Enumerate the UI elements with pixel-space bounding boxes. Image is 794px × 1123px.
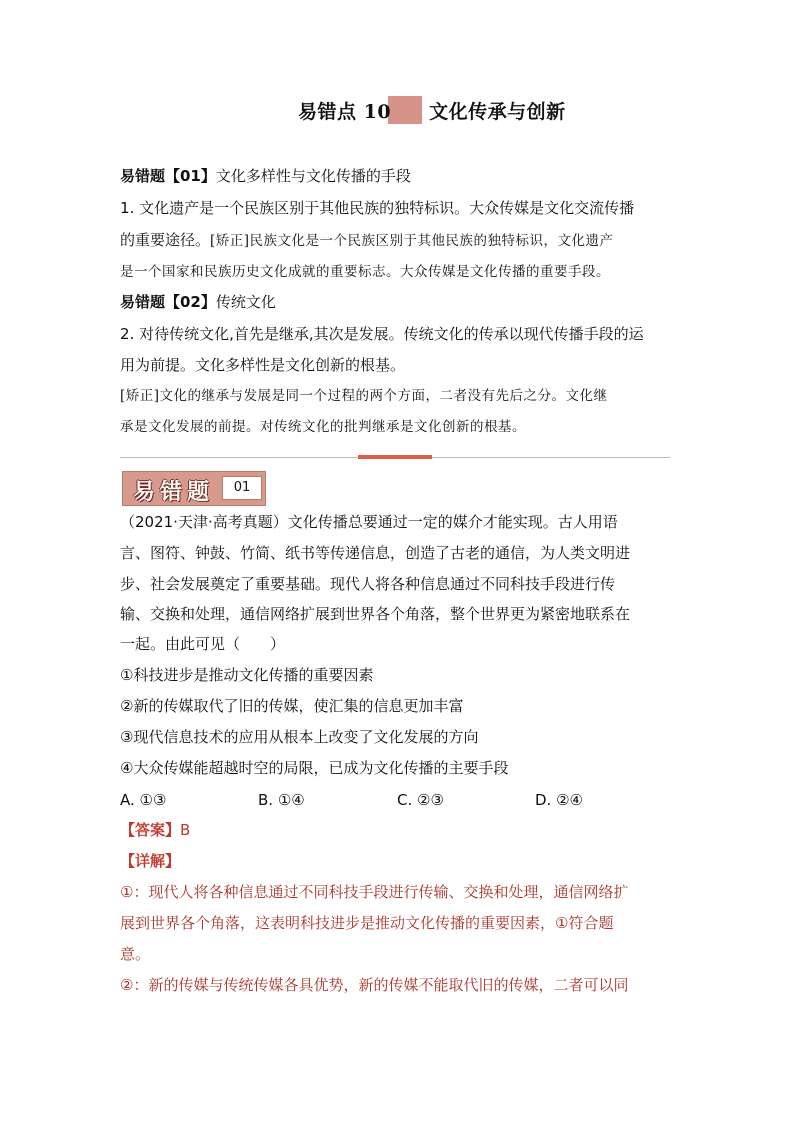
detail-line4: ②：新的传媒与传统传媒各具优势，新的传媒不能取代旧的传媒，二者可以同 bbox=[120, 976, 629, 994]
choice-b: B. ①④ bbox=[258, 791, 305, 809]
summary-1-statement-line2 bbox=[120, 230, 614, 251]
statement-option-2: ②新的传媒取代了旧的传媒，使汇集的信息更加丰富 bbox=[120, 697, 464, 715]
answer-value: B bbox=[180, 821, 191, 839]
detail-label: 【详解】 bbox=[120, 852, 181, 870]
choice-d: D. ②④ bbox=[535, 791, 583, 809]
question-stem-line3: 步、社会发展奠定了重要基础。现代人将各种信息通过不同科技手段进行传 bbox=[120, 575, 616, 593]
section-divider-accent bbox=[358, 455, 432, 459]
question-badge-number: 01 bbox=[222, 476, 262, 500]
summary-heading-1-text: 文化多样性与文化传播的手段 bbox=[215, 167, 411, 185]
summary-1-correction-line2: 是一个国家和民族历史文化成就的重要标志。大众传媒是文化传播的重要手段。 bbox=[120, 264, 610, 280]
detail-line3: 意。 bbox=[120, 945, 151, 963]
question-badge-title: 易错题 bbox=[133, 479, 215, 505]
question-stem-line5: 一起。由此可见（ ） bbox=[120, 635, 286, 653]
question-stem-line1: （2021·天津·高考真题）文化传播总要通过一定的媒介才能实现。古人用语 bbox=[120, 513, 618, 531]
page-title bbox=[298, 97, 566, 124]
summary-1-statement-line2-text: 的重要途径。 bbox=[120, 231, 211, 249]
answer-row bbox=[120, 820, 190, 840]
detail-line2: 展到世界各个角落，这表明科技进步是推动文化传播的重要因素，①符合题 bbox=[120, 914, 614, 932]
summary-heading-2-text: 传统文化 bbox=[215, 293, 276, 311]
detail-line1: ①：现代人将各种信息通过不同科技手段进行传输、交换和处理，通信网络扩 bbox=[120, 883, 629, 901]
answer-label: 【答案】 bbox=[120, 821, 181, 839]
summary-1-correction-line1: [矫正]民族文化是一个民族区别于其他民族的独特标识，文化遗产 bbox=[210, 233, 614, 249]
statement-option-1: ①科技进步是推动文化传播的重要因素 bbox=[120, 666, 374, 684]
summary-1-statement-line1: 1. 文化遗产是一个民族区别于其他民族的独特标识。大众传媒是文化交流传播 bbox=[120, 199, 635, 217]
summary-heading-1-prefix: 易错题【01】 bbox=[120, 167, 216, 185]
choice-a: A. ①③ bbox=[120, 791, 167, 809]
question-stem-line2: 言、图符、钟鼓、竹简、纸书等传递信息，创造了古老的通信，为人类文明进 bbox=[120, 544, 631, 562]
title-label: 易错点 10 bbox=[298, 101, 392, 123]
question-stem-line4: 输、交换和处理，通信网络扩展到世界各个角落，整个世界更为紧密地联系在 bbox=[120, 605, 631, 623]
summary-2-correction-line2: 承是文化发展的前提。对传统文化的批判继承是文化创新的根基。 bbox=[120, 419, 526, 435]
summary-heading-2 bbox=[120, 292, 276, 312]
choice-c: C. ②③ bbox=[397, 791, 444, 809]
statement-option-4: ④大众传媒能超越时空的局限，已成为文化传播的主要手段 bbox=[120, 759, 509, 777]
statement-option-3: ③现代信息技术的应用从根本上改变了文化发展的方向 bbox=[120, 728, 479, 746]
summary-heading-2-prefix: 易错题【02】 bbox=[120, 293, 216, 311]
summary-2-correction-line1: [矫正]文化的继承与发展是同一个过程的两个方面，二者没有先后之分。文化继 bbox=[120, 388, 608, 404]
summary-heading-1 bbox=[120, 166, 411, 186]
summary-2-statement-line1: 2. 对待传统文化,首先是继承,其次是发展。传统文化的传承以现代传播手段的运 bbox=[120, 325, 644, 343]
title-topic: 文化传承与创新 bbox=[429, 101, 566, 123]
summary-2-statement-line2: 用为前提。文化多样性是文化创新的根基。 bbox=[120, 356, 406, 374]
